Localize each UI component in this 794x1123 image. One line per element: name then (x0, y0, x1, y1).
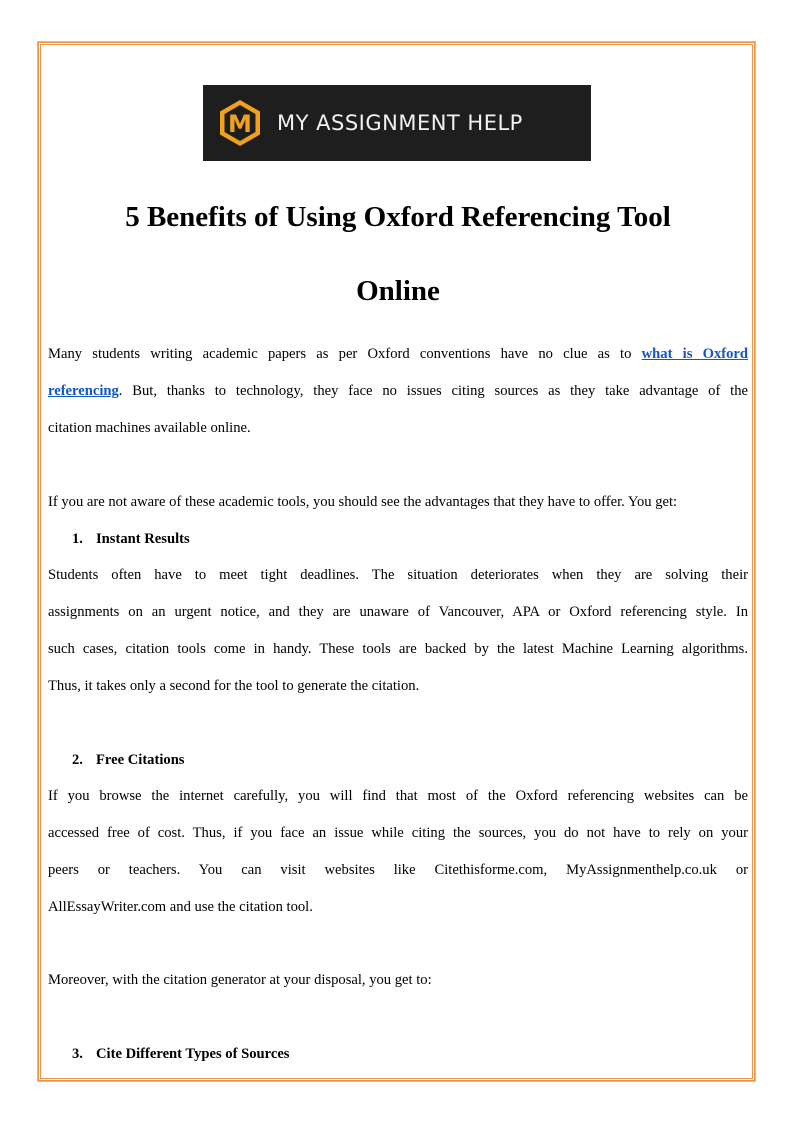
oxford-referencing-link-part-1[interactable]: what is Oxford (641, 346, 748, 362)
section-1-line-4: Thus, it takes only a second for the tool to generate the citation. (48, 678, 420, 694)
page-title-line-1: 5 Benefits of Using Oxford Referencing Tool (125, 201, 671, 233)
lead-paragraph (48, 484, 748, 521)
section-2-line-2: accessed free of cost. Thus, if you face an issue while citing the sources, you do not have to rely on your (48, 825, 748, 841)
intro-line-1 (48, 336, 748, 373)
moreover-paragraph (48, 962, 748, 999)
page-title-line-2: Online (356, 275, 440, 307)
section-heading-text-1: Instant Results (96, 531, 190, 547)
section-heading-text-3: Cite Different Types of Sources (96, 1046, 290, 1062)
oxford-referencing-link-part-2[interactable]: referencing (48, 383, 119, 399)
section-number-1: 1. (72, 531, 83, 547)
section-number-2: 2. (72, 752, 83, 768)
section-2-line-3: peers or teachers. You can visit websites like Citethisforme.com, MyAssignmenthelp.co.uk or (48, 862, 748, 878)
section-2-line-4: AllEssayWriter.com and use the citation tool. (48, 899, 313, 915)
section-heading-text-2: Free Citations (96, 752, 185, 768)
section-number-3: 3. (72, 1046, 83, 1062)
intro-text-1: Many students writing academic papers as per Oxford conventions have no clue as to (48, 346, 642, 362)
logo-text: MY ASSIGNMENT HELP (277, 111, 523, 135)
section-1-line-2: assignments on an urgent notice, and they are unaware of Vancouver, APA or Oxford referencing style. In (48, 604, 748, 620)
lead-line: If you are not aware of these academic tools, you should see the advantages that they have to offer. You get: (48, 494, 678, 510)
section-1-paragraph (48, 557, 748, 705)
intro-paragraph (48, 336, 748, 447)
section-1-line-1: Students often have to meet tight deadlines. The situation deteriorates when they are solving their (48, 567, 748, 583)
logo-letter: M (228, 110, 252, 138)
section-2-paragraph (48, 778, 748, 926)
section-2-line-1: If you browse the internet carefully, you will find that most of the Oxford referencing websites can be (48, 788, 748, 804)
logo-hexagon-icon (215, 98, 265, 148)
intro-line-3: citation machines available online. (48, 420, 251, 436)
intro-text-2: . But, thanks to technology, they face no issues citing sources as they take advantage of the (118, 383, 748, 399)
section-heading-3 (72, 1044, 289, 1064)
section-heading-2 (72, 750, 185, 770)
logo (203, 85, 591, 161)
intro-line-2 (48, 373, 748, 410)
section-1-line-3: such cases, citation tools come in handy. These tools are backed by the latest Machine Learning algorithms. (48, 641, 748, 657)
section-heading-1 (72, 529, 190, 549)
moreover-line: Moreover, with the citation generator at your disposal, you get to: (48, 972, 432, 988)
